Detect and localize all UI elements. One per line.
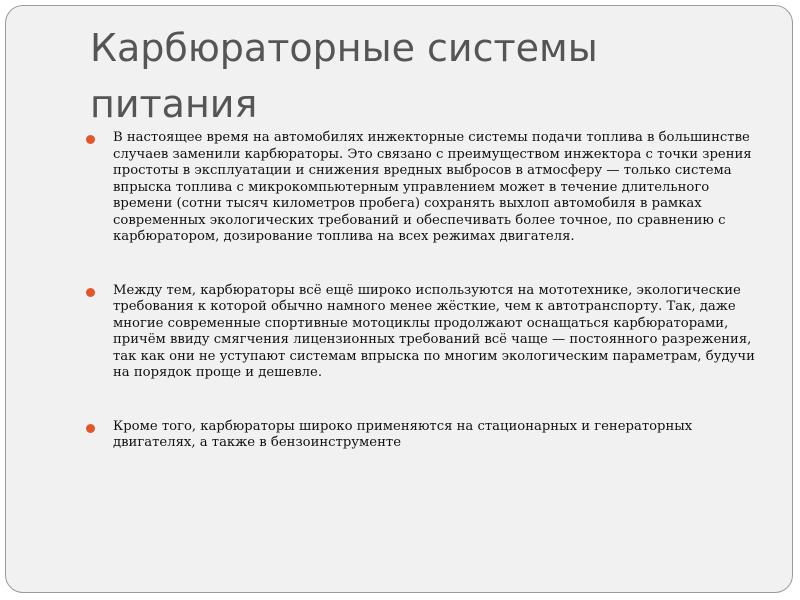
bullet-dot-icon — [86, 288, 95, 297]
bullet-dot-icon — [86, 135, 95, 144]
bullet-dot-icon — [86, 424, 95, 433]
bullet-item-1 — [86, 130, 762, 246]
bullet-text-1: В настоящее время на автомобилях инжекторные системы подачи топлива в большинстве случаев заменили карбюраторы. Это связано с преимуществом инжектора с точки зрения простоты в эксплуатации и снижения вредных выбросов в атмосферу — только система впрыска топлива с микрокомпьютерным управлением может в течение длительного времени (сотни тысяч километров пробега) сохранять выхлоп автомобиля в рамках современных экологических требований и обеспечивать более точное, по сравнению с карбюратором, дозирование топлива на всех режимах двигателя. — [113, 130, 752, 244]
bullet-item-3 — [86, 419, 762, 452]
bullet-item-2 — [86, 283, 762, 382]
bullet-list — [86, 130, 762, 489]
slide-title: Карбюраторные системы питания — [90, 26, 598, 126]
bullet-text-3: Кроме того, карбюраторы широко применяются на стационарных и генераторных двигателях, а также в бензоинструменте — [113, 418, 693, 450]
slide — [5, 5, 793, 593]
bullet-text-2: Между тем, карбюраторы всё ещё широко используются на мототехнике, экологические требования к которой обычно намного менее жёсткие, чем к автотранспорту. Так, даже многие современные спортивные мотоциклы продолжают оснащаться карбюраторами, причём ввиду смягчения лицензионных требований всё чаще — постоянного разрежения, так как они не уступают системам впрыска по многим экологическим параметрам, будучи на порядок проще и дешевле. — [113, 282, 755, 380]
